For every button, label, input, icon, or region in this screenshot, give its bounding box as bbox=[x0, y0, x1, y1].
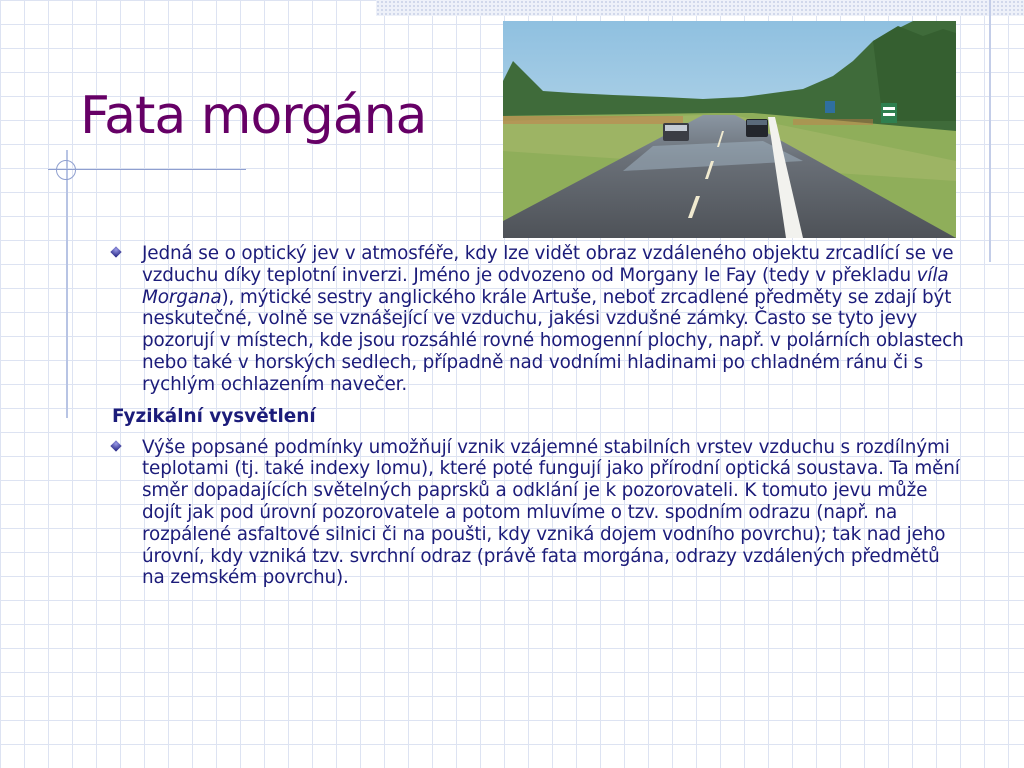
title-underline bbox=[48, 169, 246, 170]
bullet-text-part: Jedná se o optický jev v atmosféře, kdy lze vidět obraz vzdáleného objektu zrcadlící se ve vzduchu díky teplotní inverzi. Jméno je odvozeno od Morgany le Fay (tedy v překladu bbox=[142, 243, 954, 286]
bullet-item bbox=[104, 437, 964, 590]
slide-content bbox=[104, 243, 964, 589]
decorative-circle-icon bbox=[56, 160, 76, 180]
diamond-bullet-icon bbox=[110, 246, 121, 257]
subheading: Fyzikální vysvětlení bbox=[112, 405, 316, 427]
decorative-vertical-line-left bbox=[66, 150, 68, 418]
decorative-top-band bbox=[376, 0, 1024, 16]
bullet-text-1 bbox=[142, 243, 964, 396]
diamond-bullet-icon bbox=[110, 440, 121, 451]
bullet-text-part: ), mýtické sestry anglického krále Artuše, neboť zrcadlené předměty se zdají být neskutečné, volně se vznášející ve vzduchu, jakési vzdušné zámky. Často se tyto jevy pozorují v místech, kde jsou rozsáhlé rovné homogenní plochy, např. v polárních oblastech nebo také v horských sedlech, případně nad vodními hladinami po chladném ránu či s rychlým ochlazením navečer. bbox=[142, 286, 964, 395]
bullet-text-italic: víla Morgana bbox=[142, 264, 949, 308]
bullet-item bbox=[104, 243, 964, 396]
road-image-icon bbox=[503, 21, 956, 238]
decorative-vertical-line-right bbox=[989, 0, 991, 262]
slide-title: Fata morgána bbox=[80, 86, 427, 146]
mirage-road-photo bbox=[503, 21, 956, 238]
bullet-text-2: Výše popsané podmínky umožňují vznik vzájemné stabilních vrstev vzduchu s rozdílnými teplotami (tj. také indexy lomu), které poté fungují jako přírodní optická soustava. Ta mění směr dopadajících světelných paprsků a odklání je k pozorovateli. K tomuto jevu může dojít jak pod úrovní pozorovatele a potom mluvíme o tzv. spodním odrazu (např. na rozpálené asfaltové silnici či na poušti, kdy vzniká dojem vodního povrchu); tak nad jeho úrovní, kdy vzniká tzv. svrchní odraz (právě fata morgána, odrazy vzdálených předmětů na zemském povrchu). bbox=[142, 436, 960, 589]
